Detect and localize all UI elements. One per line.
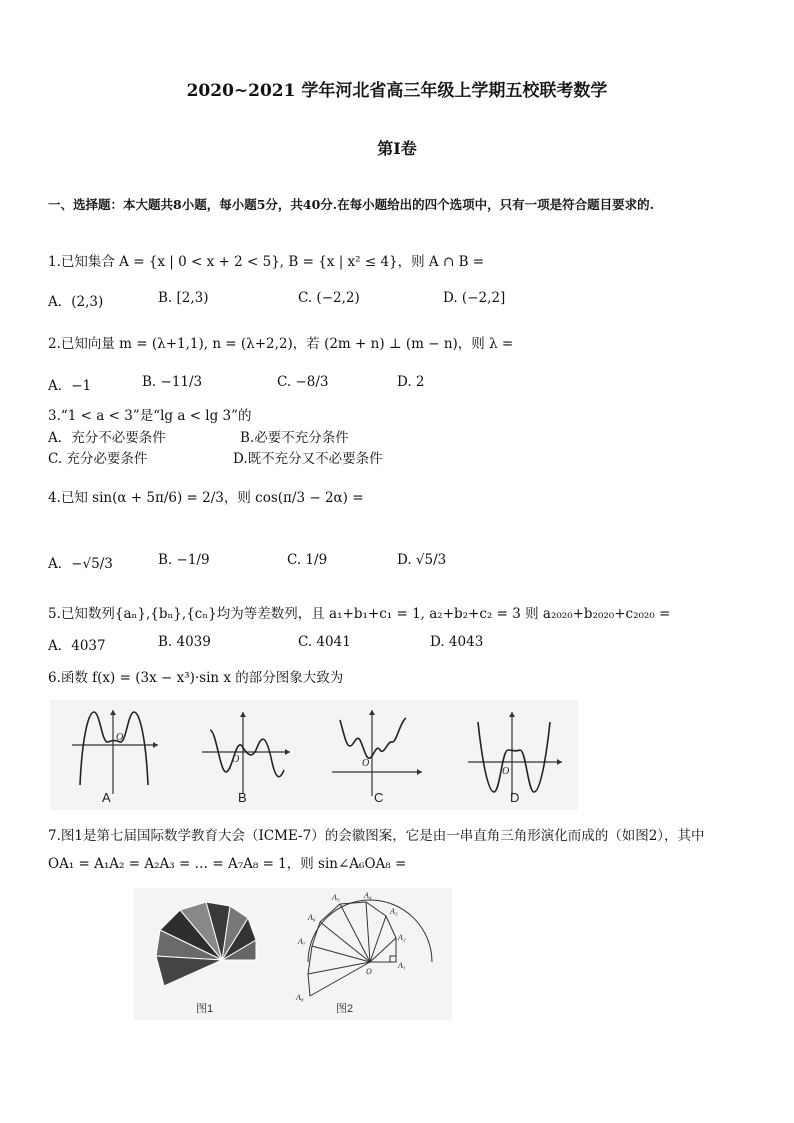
svg-text:O: O [232,754,240,765]
figure-1-label: 图1 [196,1003,214,1015]
q1-option-a: A．(2,3) [48,294,104,310]
q7-figures [134,888,452,1020]
svg-text:O: O [366,967,372,976]
svg-text:A₄: A₄ [364,891,372,900]
q5-option-d: D. 4043 [430,634,484,650]
figure-1-emblem [156,902,256,986]
q3-option-a: A．充分不必要条件 [48,430,166,446]
q1-option-c: C. (−2,2) [298,290,360,306]
figure-2-diagram [308,900,432,996]
question-6-stem: 6.函数 f(x) = (3x − x³)·sin x 的部分图象大致为 [48,670,344,686]
svg-text:A₆: A₆ [308,913,316,922]
svg-text:A₈: A₈ [296,993,304,1002]
graph-c-label: C [374,790,384,805]
volume-title: 第Ⅰ卷 [377,139,417,158]
graph-c [332,710,422,796]
q4-option-c: C. 1/9 [287,552,328,568]
svg-text:A₅: A₅ [332,893,340,902]
question-5-stem: 5.已知数列{aₙ},{bₙ},{cₙ}均为等差数列，且 a₁+b₁+c₁ = 1, a₂+b₂+c₂ = 3 则 a₂₀₂₀+b₂₀₂₀+c₂₀₂₀ = [48,606,671,622]
q7-figure-strip [134,888,452,1020]
question-4-stem: 4.已知 sin(α + 5π/6) = 2/3，则 cos(π/3 − 2α) = [48,490,364,506]
svg-text:O: O [362,758,370,769]
q4-option-b: B. −1/9 [158,552,210,568]
section-heading: 一、选择题：本大题共8小题，每小题5分，共40分.在每小题给出的四个选项中，只有一项是符合题目要求的. [48,197,654,212]
q2-option-b: B. −11/3 [142,374,203,390]
graph-b [202,712,290,794]
q3-option-d: D.既不充分又不必要条件 [233,451,383,467]
q4-option-d: D. √5/3 [397,552,447,568]
svg-text:O: O [502,766,510,777]
q5-option-b: B. 4039 [158,634,211,650]
question-7-stem-line1: 7.图1是第七届国际数学教育大会（ICME-7）的会徽图案，它是由一串直角三角形演化而成的（如图2），其中 [48,828,705,844]
svg-text:A₃: A₃ [390,907,398,916]
svg-text:A₇: A₇ [298,937,306,946]
question-7-stem-line2: OA₁ = A₁A₂ = A₂A₃ = … = A₇A₈ = 1，则 sin∠A₆OA₈ = [48,856,407,872]
figure-2-label: 图2 [336,1003,354,1015]
q6-figure-strip [50,700,578,810]
question-3-stem: 3.“1 < a < 3”是“lg a < lg 3”的 [48,408,252,424]
q1-option-b: B. [2,3) [158,290,209,306]
graph-d-label: D [510,790,520,805]
q2-option-d: D. 2 [397,374,425,390]
graph-a [72,710,158,794]
question-2-stem: 2.已知向量 m = (λ+1,1), n = (λ+2,2)，若 (2m + n) ⊥ (m − n)，则 λ = [48,336,514,352]
q1-option-d: D. (−2,2] [443,290,506,306]
q3-option-b: B.必要不充分条件 [240,430,349,446]
svg-text:A₁: A₁ [398,961,406,970]
question-1-stem: 1.已知集合 A = {x | 0 < x + 2 < 5}, B = {x | x² ≤ 4}，则 A ∩ B = [48,254,485,270]
q2-option-c: C. −8/3 [277,374,329,390]
svg-text:O: O [116,732,124,743]
q2-option-a: A．−1 [48,378,92,394]
q5-option-a: A．4037 [48,638,106,654]
graph-b-label: B [238,790,247,805]
q3-option-c: C. 充分必要条件 [48,451,148,467]
q6-graph-panels [50,700,578,810]
graph-a-label: A [102,790,111,805]
svg-text:A₂: A₂ [398,933,406,942]
q4-option-a: A．−√5/3 [48,556,113,572]
q5-option-c: C. 4041 [298,634,351,650]
exam-title: 2020~2021 学年河北省高三年级上学期五校联考数学 [186,81,608,101]
graph-d [468,712,562,796]
